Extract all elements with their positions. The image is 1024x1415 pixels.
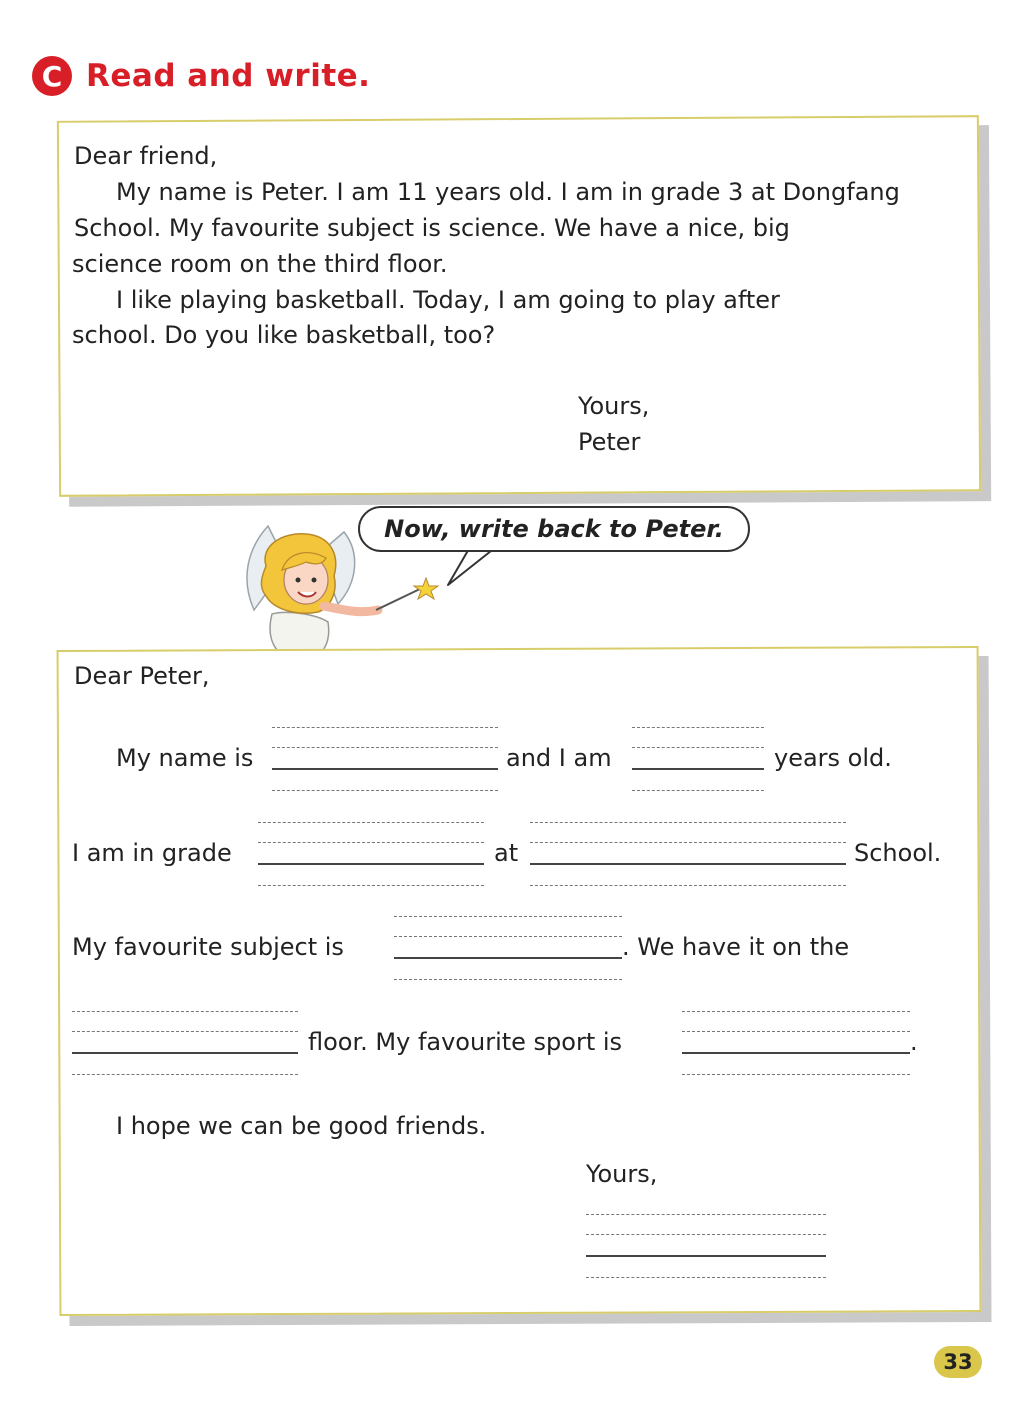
page-number: 33 xyxy=(934,1346,982,1378)
letter-line: School. My favourite subject is science. We have a nice, big xyxy=(74,214,790,242)
section-title: Read and write. xyxy=(86,58,371,94)
grade-blank[interactable] xyxy=(258,822,484,886)
prompt-years-old: years old. xyxy=(774,744,892,772)
school-blank[interactable] xyxy=(530,822,846,886)
prompt-my-name: My name is xyxy=(116,744,254,772)
prompt-favourite-subject: My favourite subject is xyxy=(72,933,344,961)
prompt-we-have-it: . We have it on the xyxy=(622,933,850,961)
subject-blank[interactable] xyxy=(394,916,622,980)
floor-blank[interactable] xyxy=(72,1011,298,1075)
reply-hope: I hope we can be good friends. xyxy=(116,1112,487,1140)
letter-closing: Yours, xyxy=(578,392,650,420)
name-blank[interactable] xyxy=(272,727,498,791)
sport-blank[interactable] xyxy=(682,1011,910,1075)
prompt-and-i-am: and I am xyxy=(506,744,612,772)
prompt-at: at xyxy=(494,839,519,867)
prompt-grade: I am in grade xyxy=(72,839,232,867)
speech-bubble: Now, write back to Peter. xyxy=(358,506,750,552)
letter-signature: Peter xyxy=(578,428,641,456)
prompt-floor-sport: floor. My favourite sport is xyxy=(308,1028,623,1056)
letter-line: I like playing basketball. Today, I am going to play after xyxy=(116,286,780,314)
signature-blank[interactable] xyxy=(586,1214,826,1278)
reply-closing: Yours, xyxy=(586,1160,658,1188)
letter-line: My name is Peter. I am 11 years old. I am in grade 3 at Dongfang xyxy=(116,178,900,206)
letter-line: school. Do you like basketball, too? xyxy=(72,321,496,349)
sentence-period: . xyxy=(910,1028,918,1056)
letter-line: science room on the third floor. xyxy=(72,250,448,278)
section-badge: C xyxy=(32,56,72,96)
age-blank[interactable] xyxy=(632,727,764,791)
reply-greeting: Dear Peter, xyxy=(74,662,210,690)
prompt-school: School. xyxy=(854,839,942,867)
letter-greeting: Dear friend, xyxy=(74,142,218,170)
section-header xyxy=(32,52,370,100)
